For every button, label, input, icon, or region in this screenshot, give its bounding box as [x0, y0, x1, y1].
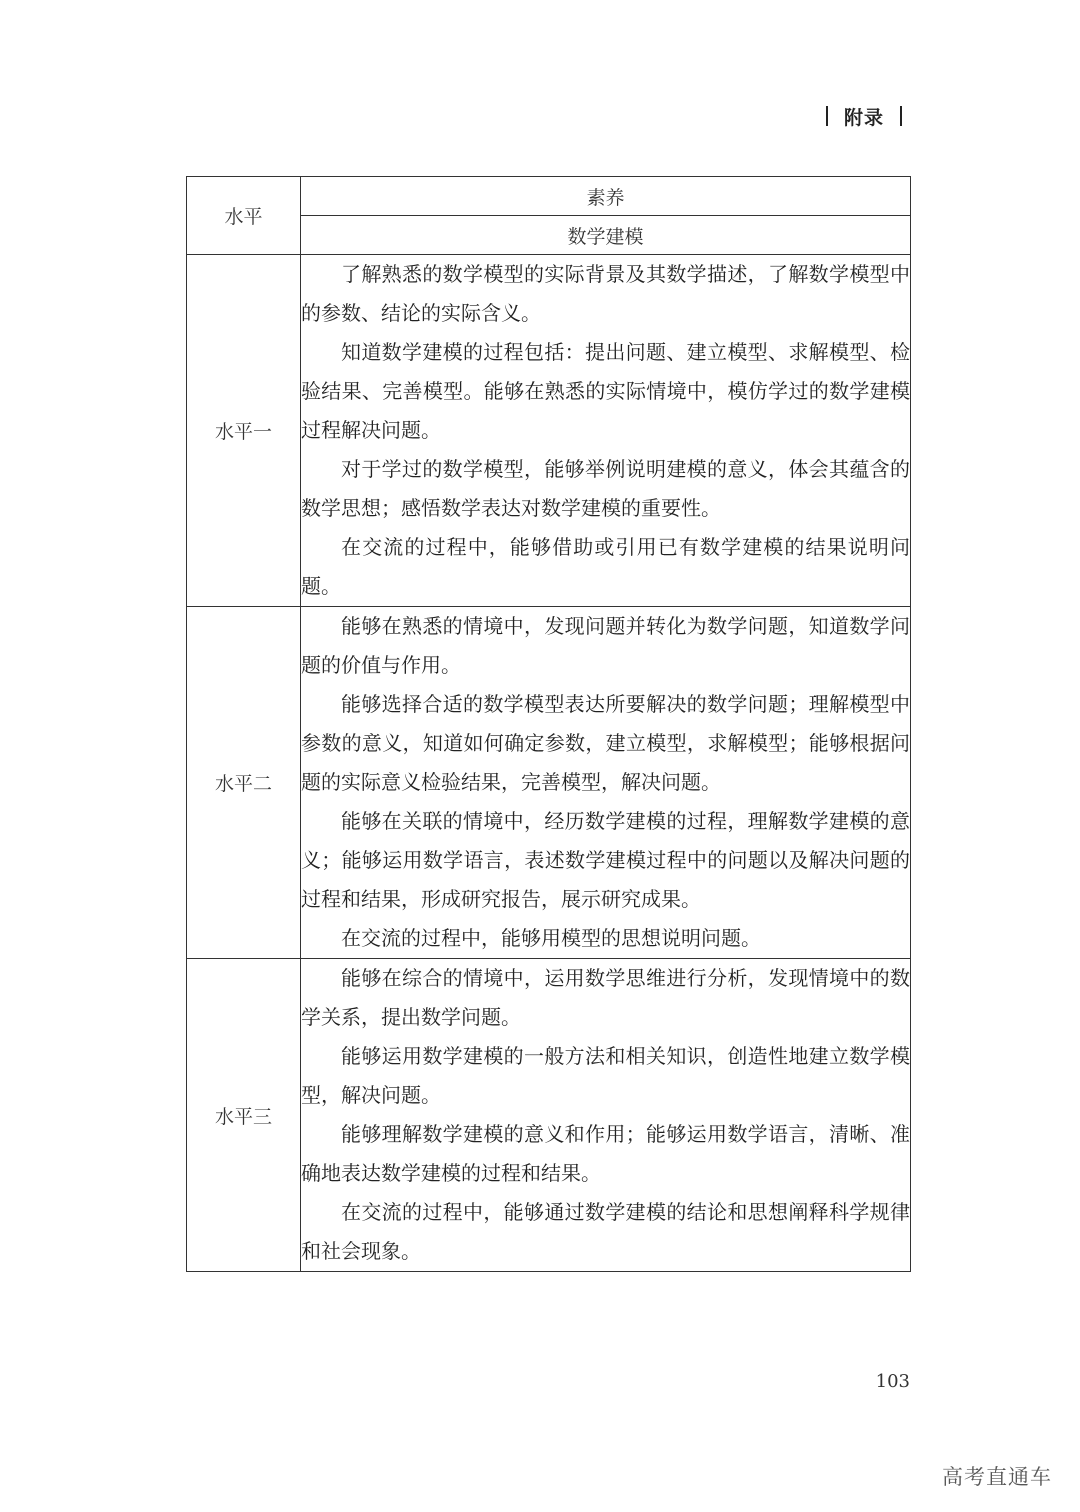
level-label: 水平二 — [187, 607, 301, 959]
table-row — [187, 607, 911, 959]
header-subject: 数学建模 — [301, 216, 911, 255]
paragraph: 在交流的过程中，能够通过数学建模的结论和思想阐释科学规律和社会现象。 — [301, 1200, 910, 1263]
table-row — [187, 255, 911, 607]
header-level: 水平 — [187, 177, 301, 255]
section-label — [826, 102, 902, 130]
paragraph: 能够在关联的情境中，经历数学建模的过程，理解数学建模的意义；能够运用数学语言，表述数学建模过程中的问题以及解决问题的过程和结果，形成研究报告，展示研究成果。 — [301, 809, 910, 911]
watermark: 高考直通车 — [942, 1465, 1052, 1489]
level-description — [301, 959, 911, 1272]
table-header-row — [187, 177, 911, 216]
page-number: 103 — [875, 1371, 910, 1392]
paragraph: 知道数学建模的过程包括：提出问题、建立模型、求解模型、检验结果、完善模型。能够在熟悉的实际情境中，模仿学过的数学建模过程解决问题。 — [301, 340, 910, 442]
level-standards-table — [186, 176, 911, 1272]
paragraph: 对于学过的数学模型，能够举例说明建模的意义，体会其蕴含的数学思想；感悟数学表达对数学建模的重要性。 — [301, 457, 910, 520]
level-label: 水平三 — [187, 959, 301, 1272]
paragraph: 了解熟悉的数学模型的实际背景及其数学描述，了解数学模型中的参数、结论的实际含义。 — [301, 262, 910, 325]
divider-right — [900, 106, 902, 126]
section-label-text: 附录 — [844, 106, 885, 129]
level-description — [301, 607, 911, 959]
paragraph: 能够选择合适的数学模型表达所要解决的数学问题；理解模型中参数的意义，知道如何确定参数，建立模型，求解模型；能够根据问题的实际意义检验结果，完善模型，解决问题。 — [301, 692, 910, 794]
paragraph: 在交流的过程中，能够借助或引用已有数学建模的结果说明问题。 — [301, 535, 910, 598]
paragraph: 能够在综合的情境中，运用数学思维进行分析，发现情境中的数学关系，提出数学问题。 — [301, 966, 910, 1029]
level-label: 水平一 — [187, 255, 301, 607]
level-description — [301, 255, 911, 607]
paragraph: 能够运用数学建模的一般方法和相关知识，创造性地建立数学模型，解决问题。 — [301, 1044, 910, 1107]
header-competency: 素养 — [301, 177, 911, 216]
paragraph: 能够在熟悉的情境中，发现问题并转化为数学问题，知道数学问题的价值与作用。 — [301, 614, 910, 677]
paragraph: 能够理解数学建模的意义和作用；能够运用数学语言，清晰、准确地表达数学建模的过程和结果。 — [301, 1122, 910, 1185]
paragraph: 在交流的过程中，能够用模型的思想说明问题。 — [341, 926, 761, 950]
table-row — [187, 959, 911, 1272]
